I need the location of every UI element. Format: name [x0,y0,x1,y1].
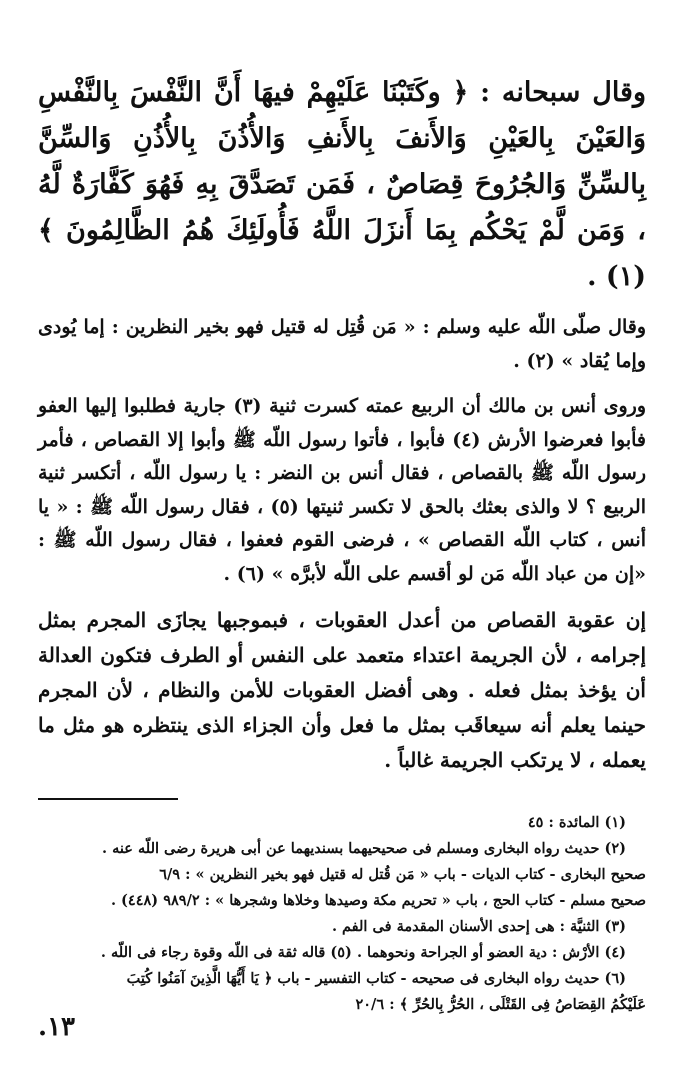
footnote: عَلَيْكُمُ القِصَاصُ فِى القَتْلَى ، الحُرُّ بِالحُرِّ ﴾ : ٢٠/٦ [355,996,646,1013]
hadith-paragraph: وقال صلّى اللّه عليه وسلم : « مَن قُتِل له قتيل فهو بخير النظرين : إما يُودى وإما يُقاد » (٢) . [38,316,646,372]
page-body [38,70,646,1018]
footnote: (٢) حديث رواه البخارى ومسلم فى صحيحيهما بسنديهما عن أبى هريرة رضى اللّه عنه . [102,840,626,857]
footnote: (٣) الثنيَّة : هى إحدى الأسنان المقدمة فى الفم . [331,918,626,935]
footnote: (١) المائدة : ٤٥ [527,814,626,831]
quran-verse-paragraph: وقال سبحانه : ﴿ وكَتَبْنَا عَلَيْهِمْ فيهَا أَنَّ النَّفْسَ بِالنَّفْسِ وَالعَيْنَ بِالعَيْنِ وَالأَنفَ بِالأَنفِ وَالأُذُنَ بِالأُذُنِ وَالسِّنَّ بِالسِّنِّ وَالجُرُوحَ قِصَاصٌ ، فَمَن تَصَدَّقَ بِهِ فَهُوَ كَفَّارَةٌ لَّهُ ، وَمَن لَّمْ يَحْكُم بِمَا أَنزَلَ اللَّهُ فَأُولَئِكَ هُمُ الظَّالِمُونَ ﴾ (١) . [38,77,646,292]
footnote: (٦) حديث رواه البخارى فى صحيحه - كتاب التفسير - باب ﴿ يَا أَيُّهَا الَّذِينَ آمَنُوا كُتِبَ [126,970,626,987]
footnote: صحيح البخارى - كتاب الديات - باب « مَن قُتل له قتيل فهو بخير النظرين » : ٦/٩ [159,866,646,883]
narration-paragraph: وروى أنس بن مالك أن الربيع عمته كسرت ثنية (٣) جارية فطلبوا إليها العفو فأبوا فعرضوا الأرش (٤) فأبوا ، فأتوا رسول اللّه ﷺ وأبوا إلا القصاص ، فأمر رسول اللّه ﷺ بالقصاص ، فقال أنس بن النضر : يا رسول اللّه ، أتكسر ثنية الربيع ؟ لا والذى بعثك بالحق لا تكسر ثنيتها (٥) ، فقال رسول اللّه ﷺ : « يا أنس ، كتاب اللّه القصاص » ، فرضى القوم فعفوا ، فقال رسول اللّه ﷺ : «إن من عباد اللّه مَن لو أقسم على اللّه لأبرَّه » (٦) . [38,395,646,585]
footnote: (٤) الأرْش : دية العضو أو الجراحة ونحوهما . (٥) قاله ثقة فى اللّه وقوة رجاء فى اللّه . [100,944,626,961]
page-number: ١٣. [38,1012,75,1042]
commentary-paragraph: إن عقوبة القصاص من أعدل العقوبات ، فبموجبها يجازَى المجرم بمثل إجرامه ، لأن الجريمة اعتداء متعمد على النفس أو الطرف فتكون العدالة أن يؤخذ بمثل فعله . وهى أفضل العقوبات للأمن والنظام ، لأن المجرم حينما يعلم أنه سيعاقَب بمثل ما فعل وأن الجزاء الذى ينتظره هو مثل ما يعمله ، لا يرتكب الجريمة غالباً . [38,608,646,772]
footnotes [38,810,646,1018]
footnote-divider-wrap [38,778,646,810]
footnote-divider [38,798,178,800]
footnote: صحيح مسلم - كتاب الحج ، باب « تحريم مكة وصيدها وخلاها وشجرها » : ٩٨٩/٢ (٤٤٨) . [110,892,646,909]
